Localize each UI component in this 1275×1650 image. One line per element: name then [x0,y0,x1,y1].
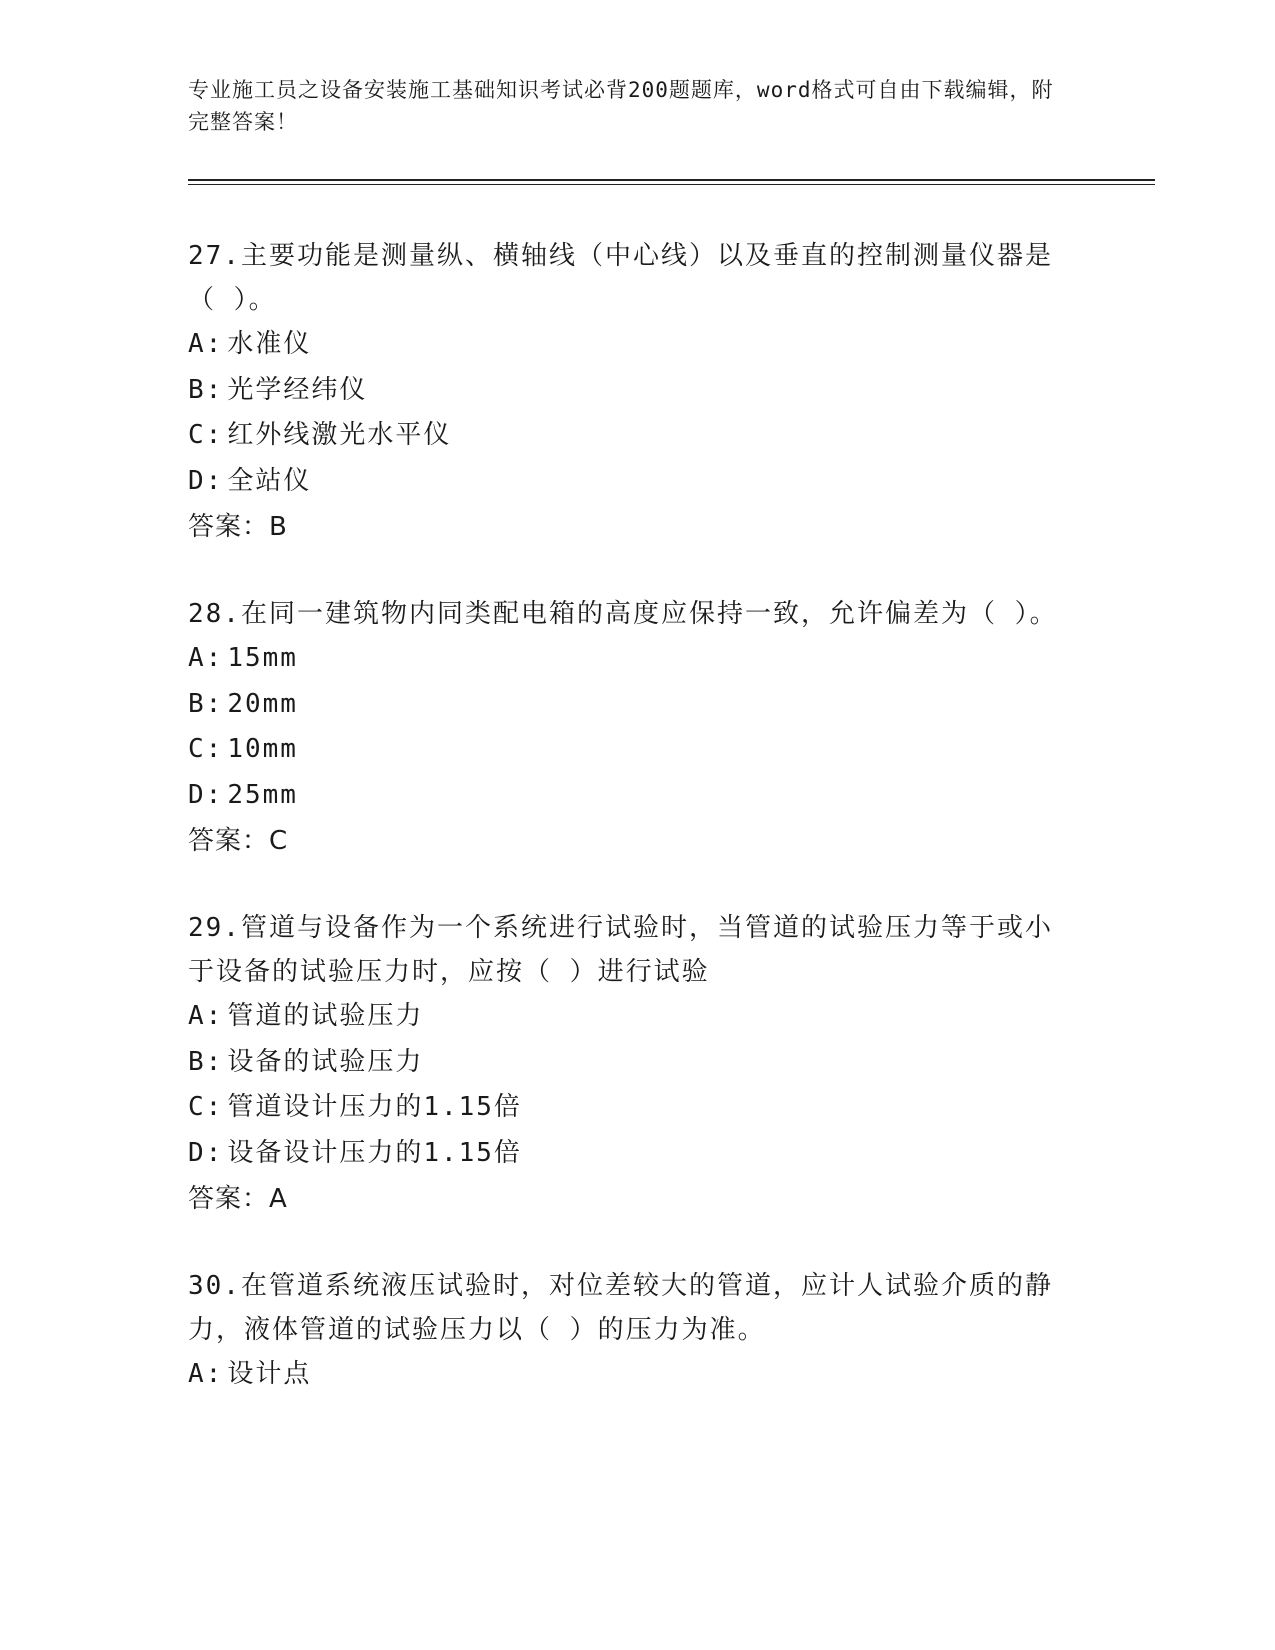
option-text: 设备设计压力的1.15倍 [227,1137,522,1168]
question-text: 30.在管道系统液压试验时，对位差较大的管道，应计人试验介质的静力，液体管道的试验压力以（ ）的压力为准。 [188,1271,1053,1345]
option-letter: D [188,465,206,496]
option-letter: A [188,1359,206,1389]
question-text: 28.在同一建筑物内同类配电箱的高度应保持一致，允许偏差为（ ）。 [188,599,1058,629]
question-list [188,234,1088,1440]
option-d [188,459,1088,505]
option-letter: B [188,688,206,719]
header-title: 专业施工员之设备安装施工基础知识考试必背200题题库，word格式可自由下载编辑，附完整答案！ [188,78,1054,134]
header-divider-thin [188,184,1155,185]
option-a [188,994,1088,1040]
option-separator: : [205,1001,224,1031]
answer-line: 答案：C [188,826,289,856]
option-letter: C [188,1092,206,1122]
option-text: 红外线激光水平仪 [227,420,452,450]
option-text: 25mm [227,779,298,810]
option-text: 管道设计压力的1.15倍 [227,1092,522,1122]
option-separator: : [205,465,224,496]
document-header [188,74,1068,138]
option-b [188,682,1088,728]
option-separator: : [205,779,224,810]
option-letter: A [188,329,206,359]
option-text: 15mm [227,643,298,673]
question-29 [188,906,1088,1222]
option-letter: D [188,779,206,810]
option-separator: : [205,688,224,719]
option-c [188,1085,1088,1131]
option-letter: B [188,374,206,405]
option-separator: : [205,1359,224,1389]
option-a [188,636,1088,682]
option-separator: : [205,643,224,673]
option-letter: A [188,643,206,673]
option-letter: A [188,1001,206,1031]
option-separator: : [205,374,224,405]
option-separator: : [205,329,224,359]
option-letter: C [188,734,206,764]
option-a [188,322,1088,368]
option-text: 光学经纬仪 [227,374,368,405]
option-separator: : [205,420,224,450]
option-letter: D [188,1137,206,1168]
question-27 [188,234,1088,550]
header-divider-thick [188,179,1155,181]
option-d [188,1131,1088,1177]
option-d [188,773,1088,819]
question-text: 29.管道与设备作为一个系统进行试验时，当管道的试验压力等于或小于设备的试验压力时，应按（ ）进行试验 [188,913,1053,987]
option-b [188,368,1088,414]
question-28 [188,592,1088,864]
option-separator: : [205,734,224,764]
option-separator: : [205,1046,224,1077]
option-a [188,1352,1088,1398]
option-letter: C [188,420,206,450]
option-c [188,413,1088,459]
option-text: 10mm [227,734,298,764]
option-text: 全站仪 [227,465,312,496]
option-text: 水准仪 [227,329,312,359]
option-text: 20mm [227,688,298,719]
option-c [188,727,1088,773]
answer-line: 答案：A [188,1184,288,1214]
option-b [188,1040,1088,1086]
option-text: 管道的试验压力 [227,1001,424,1031]
option-letter: B [188,1046,206,1077]
option-separator: : [205,1137,224,1168]
answer-line: 答案：B [188,512,288,542]
question-30 [188,1264,1088,1398]
option-text: 设备的试验压力 [227,1046,424,1077]
option-text: 设计点 [227,1359,312,1389]
option-separator: : [205,1092,224,1122]
question-text: 27.主要功能是测量纵、横轴线（中心线）以及垂直的控制测量仪器是（ ）。 [188,241,1053,315]
